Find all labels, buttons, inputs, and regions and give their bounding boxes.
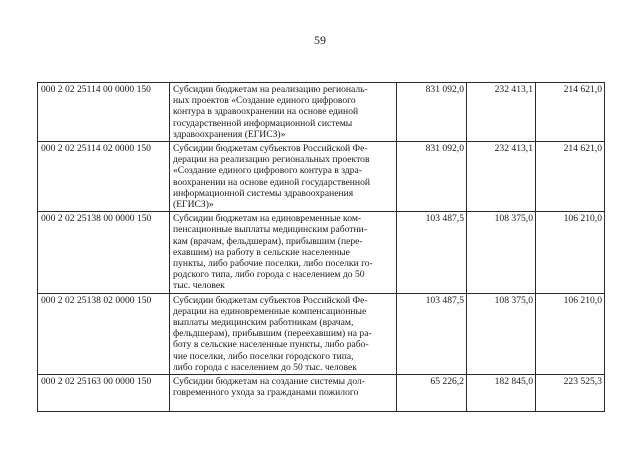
description-line: говременного ухода за гражданами пожилого: [173, 387, 359, 399]
description-line: чие поселки, либо поселки городского типа,: [173, 350, 354, 362]
page-number: 59: [314, 33, 326, 47]
description-line: (ЕГИСЗ)»: [173, 199, 214, 211]
description-line: воохранении на основе единой государственной: [173, 176, 370, 188]
description-line: Субсидии бюджетам на единовременные ком-: [173, 213, 362, 225]
amount-year-1-cell: 103 487,5: [397, 293, 467, 374]
budget-table: [37, 82, 605, 412]
description-line: здравоохранения (ЕГИСЗ)»: [173, 128, 286, 140]
description-line: боту в сельские населенные пункты, либо рабо-: [173, 339, 369, 351]
budget-code-cell: 000 2 02 25163 00 0000 150: [38, 375, 170, 412]
amount-year-2-cell: 232 413,1: [467, 83, 536, 142]
amount-year-1-cell: 103 487,5: [397, 212, 467, 293]
description-line: ехавшим) на работу в сельские населенные: [173, 246, 350, 258]
description-line: государственной информационной системы: [173, 117, 353, 129]
description-line: ных проектов «Создание единого цифрового: [173, 95, 356, 107]
description-line: родского типа, либо города с населением до 50: [173, 269, 365, 281]
description-cell: [170, 83, 397, 142]
description-line: Субсидии бюджетам субъектов Российской Фе-: [173, 143, 368, 155]
description-line: дерации на единовременные компенсационные: [173, 305, 367, 317]
table-row: [38, 293, 605, 374]
table-row: [38, 142, 605, 212]
description-line: дерации на реализацию региональных проектов: [173, 154, 370, 166]
description-line: Субсидии бюджетам на реализацию региональ-: [173, 84, 368, 95]
description-line: Субсидии бюджетам субъектов Российской Фе-: [173, 294, 368, 306]
budget-code-cell: 000 2 02 25138 02 0000 150: [38, 293, 170, 374]
amount-year-2-cell: 108 375,0: [467, 293, 536, 374]
description-line: либо города с населением до 50 тыс. человек: [173, 361, 357, 373]
budget-code-cell: 000 2 02 25114 00 0000 150: [38, 83, 170, 142]
amount-year-2-cell: 108 375,0: [467, 212, 536, 293]
description-line: фельдшерам), прибывшим (переехавшим) на ра-: [173, 328, 372, 340]
amount-year-1-cell: 831 092,0: [397, 83, 467, 142]
description-cell: [170, 293, 397, 374]
table-row: [38, 375, 605, 412]
description-line: контура в здравоохранении на основе единой: [173, 106, 359, 118]
amount-year-1-cell: 65 226,2: [397, 375, 467, 412]
description-line: Субсидии бюджетам на создание системы дол-: [173, 376, 365, 388]
description-cell: [170, 212, 397, 293]
budget-code-cell: 000 2 02 25138 00 0000 150: [38, 212, 170, 293]
amount-year-3-cell: 106 210,0: [536, 293, 605, 374]
budget-code-cell: 000 2 02 25114 02 0000 150: [38, 142, 170, 212]
description-line: информационной системы здравоохранения: [173, 187, 354, 199]
amount-year-2-cell: 232 413,1: [467, 142, 536, 212]
description-cell: [170, 142, 397, 212]
description-line: пункты, либо рабочие поселки, либо поселки го-: [173, 258, 373, 270]
amount-year-3-cell: 106 210,0: [536, 212, 605, 293]
amount-year-3-cell: 214 621,0: [536, 83, 605, 142]
amount-year-1-cell: 831 092,0: [397, 142, 467, 212]
description-line: тыс. человек: [173, 280, 225, 292]
amount-year-2-cell: 182 845,0: [467, 375, 536, 412]
description-line: выплаты медицинским работникам (врачам,: [173, 317, 354, 329]
amount-year-3-cell: 223 525,3: [536, 375, 605, 412]
description-line: кам (врачам, фельдшерам), прибывшим (пере-: [173, 235, 363, 247]
description-line: пенсационные выплаты медицинским работни-: [173, 224, 367, 236]
table-row: [38, 83, 605, 142]
amount-year-3-cell: 214 621,0: [536, 142, 605, 212]
table-row: [38, 212, 605, 293]
description-line: «Создание единого цифрового контура в здра-: [173, 165, 362, 177]
description-cell: [170, 375, 397, 412]
